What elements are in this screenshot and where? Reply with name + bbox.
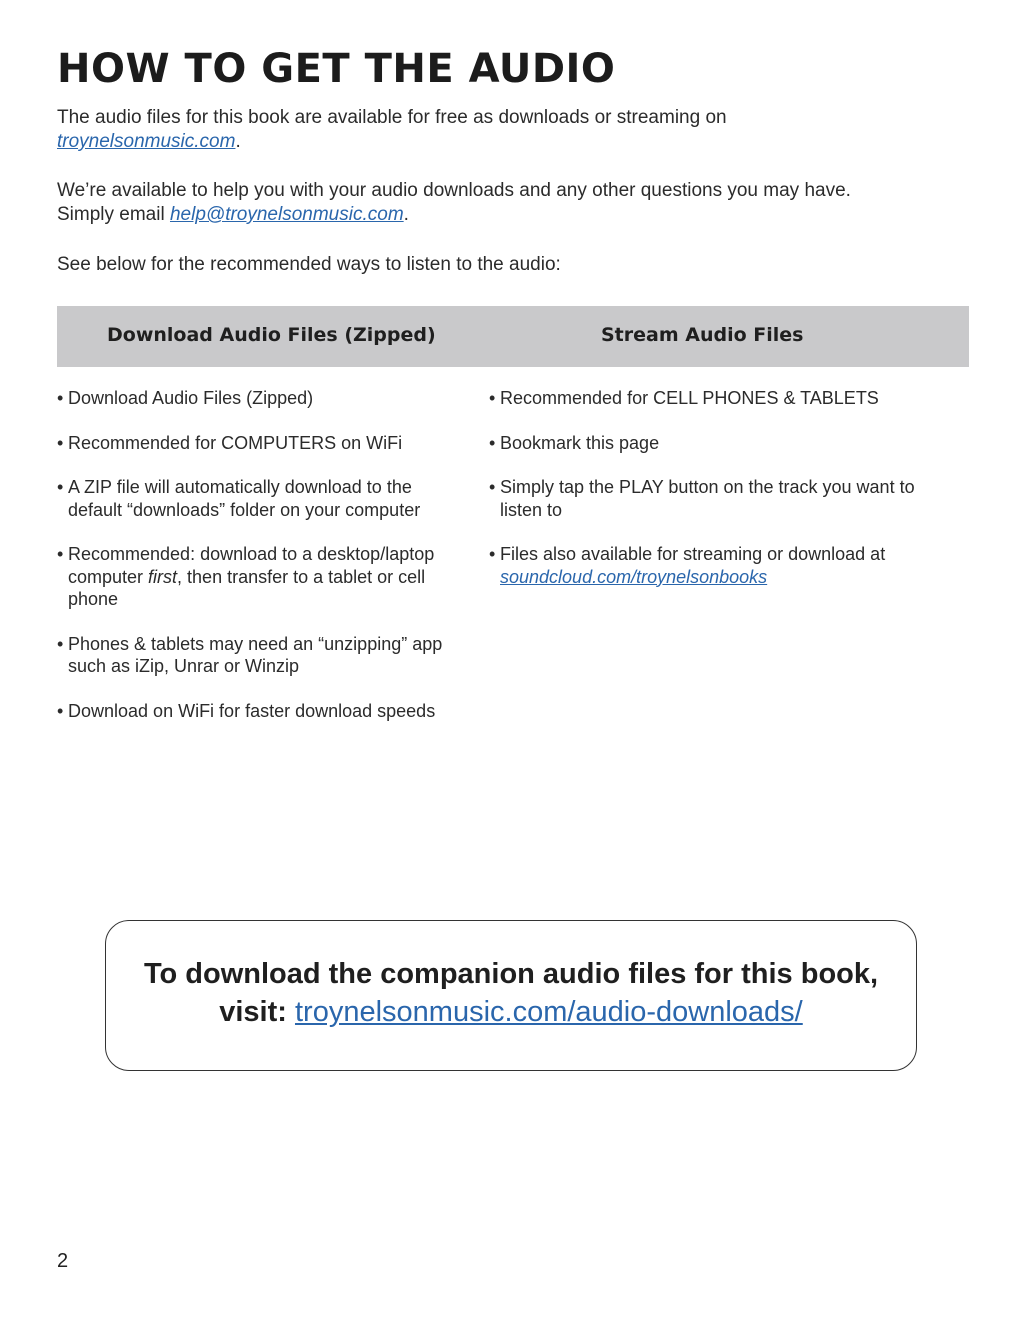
column-header-stream: Stream Audio Files xyxy=(601,324,804,346)
list-item-text-end: , then transfer to a tablet or cell phone xyxy=(68,566,426,609)
soundcloud-link[interactable]: soundcloud.com/troynelsonbooks xyxy=(500,566,768,587)
page-title: HOW TO GET THE AUDIO xyxy=(57,46,616,92)
bullet-icon: • xyxy=(489,477,496,497)
bullet-icon: • xyxy=(57,432,64,453)
bullet-icon: • xyxy=(489,432,496,453)
list-item-text: Download Audio Files (Zipped) xyxy=(68,388,314,408)
intro-help-text: We’re available to help you with your audio downloads and any other questions you may have. xyxy=(57,180,851,201)
intro-paragraph-availability xyxy=(57,106,937,154)
list-item xyxy=(57,432,457,455)
intro-availability-period: . xyxy=(235,131,241,152)
bullet-icon: • xyxy=(57,388,64,408)
list-item xyxy=(57,543,457,611)
bullet-icon: • xyxy=(489,388,496,408)
list-item-text: Recommended for CELL PHONES & TABLETS xyxy=(500,388,879,408)
intro-availability-text: The audio files for this book are available for free as downloads or streaming on xyxy=(57,107,727,128)
table-header-band xyxy=(57,306,969,367)
callout-heading: To download the companion audio files for this book, xyxy=(143,958,879,990)
list-item xyxy=(489,432,929,455)
email-link[interactable]: help@troynelsonmusic.com xyxy=(169,204,404,225)
list-item-text: A ZIP file will automatically download to the default “downloads” folder on your computer xyxy=(68,477,421,520)
stream-column-list xyxy=(489,387,929,610)
intro-email-period: . xyxy=(403,204,409,225)
list-item xyxy=(57,476,457,521)
list-item xyxy=(489,476,929,521)
list-item-text: Files also available for streaming or download at xyxy=(500,544,886,564)
list-item-text: Phones & tablets may need an “unzipping” app such as iZip, Unrar or Winzip xyxy=(68,633,443,676)
callout-visit-line xyxy=(106,996,916,1029)
list-item xyxy=(57,633,457,678)
list-item-text: Recommended: download to a desktop/laptop computer xyxy=(68,544,435,587)
bullet-icon: • xyxy=(489,544,496,564)
list-item-text: Download on WiFi for faster download speeds xyxy=(68,700,436,721)
intro-paragraph-recommended: See below for the recommended ways to listen to the audio: xyxy=(57,254,561,275)
list-item xyxy=(489,543,929,588)
list-item xyxy=(57,387,457,410)
list-item xyxy=(57,700,457,723)
list-item-text: Simply tap the PLAY button on the track you want to listen to xyxy=(500,477,915,520)
callout-visit-label: visit: xyxy=(219,996,295,1028)
column-header-download: Download Audio Files (Zipped) xyxy=(107,324,436,346)
bullet-icon: • xyxy=(57,544,64,564)
audio-downloads-link[interactable]: troynelsonmusic.com/audio-downloads/ xyxy=(294,996,803,1028)
download-callout-box xyxy=(105,920,917,1071)
intro-email-prefix: Simply email xyxy=(57,204,170,225)
list-item-emphasis: first xyxy=(148,566,178,587)
list-item-text: Recommended for COMPUTERS on WiFi xyxy=(68,432,403,453)
intro-paragraph-help xyxy=(57,179,937,227)
bullet-icon: • xyxy=(57,700,64,721)
download-column-list xyxy=(57,387,457,744)
website-link[interactable]: troynelsonmusic.com xyxy=(57,131,236,152)
page-number: 2 xyxy=(57,1250,69,1272)
bullet-icon: • xyxy=(57,477,64,497)
bullet-icon: • xyxy=(57,633,64,654)
list-item xyxy=(489,387,929,410)
list-item-text: Bookmark this page xyxy=(500,432,660,453)
